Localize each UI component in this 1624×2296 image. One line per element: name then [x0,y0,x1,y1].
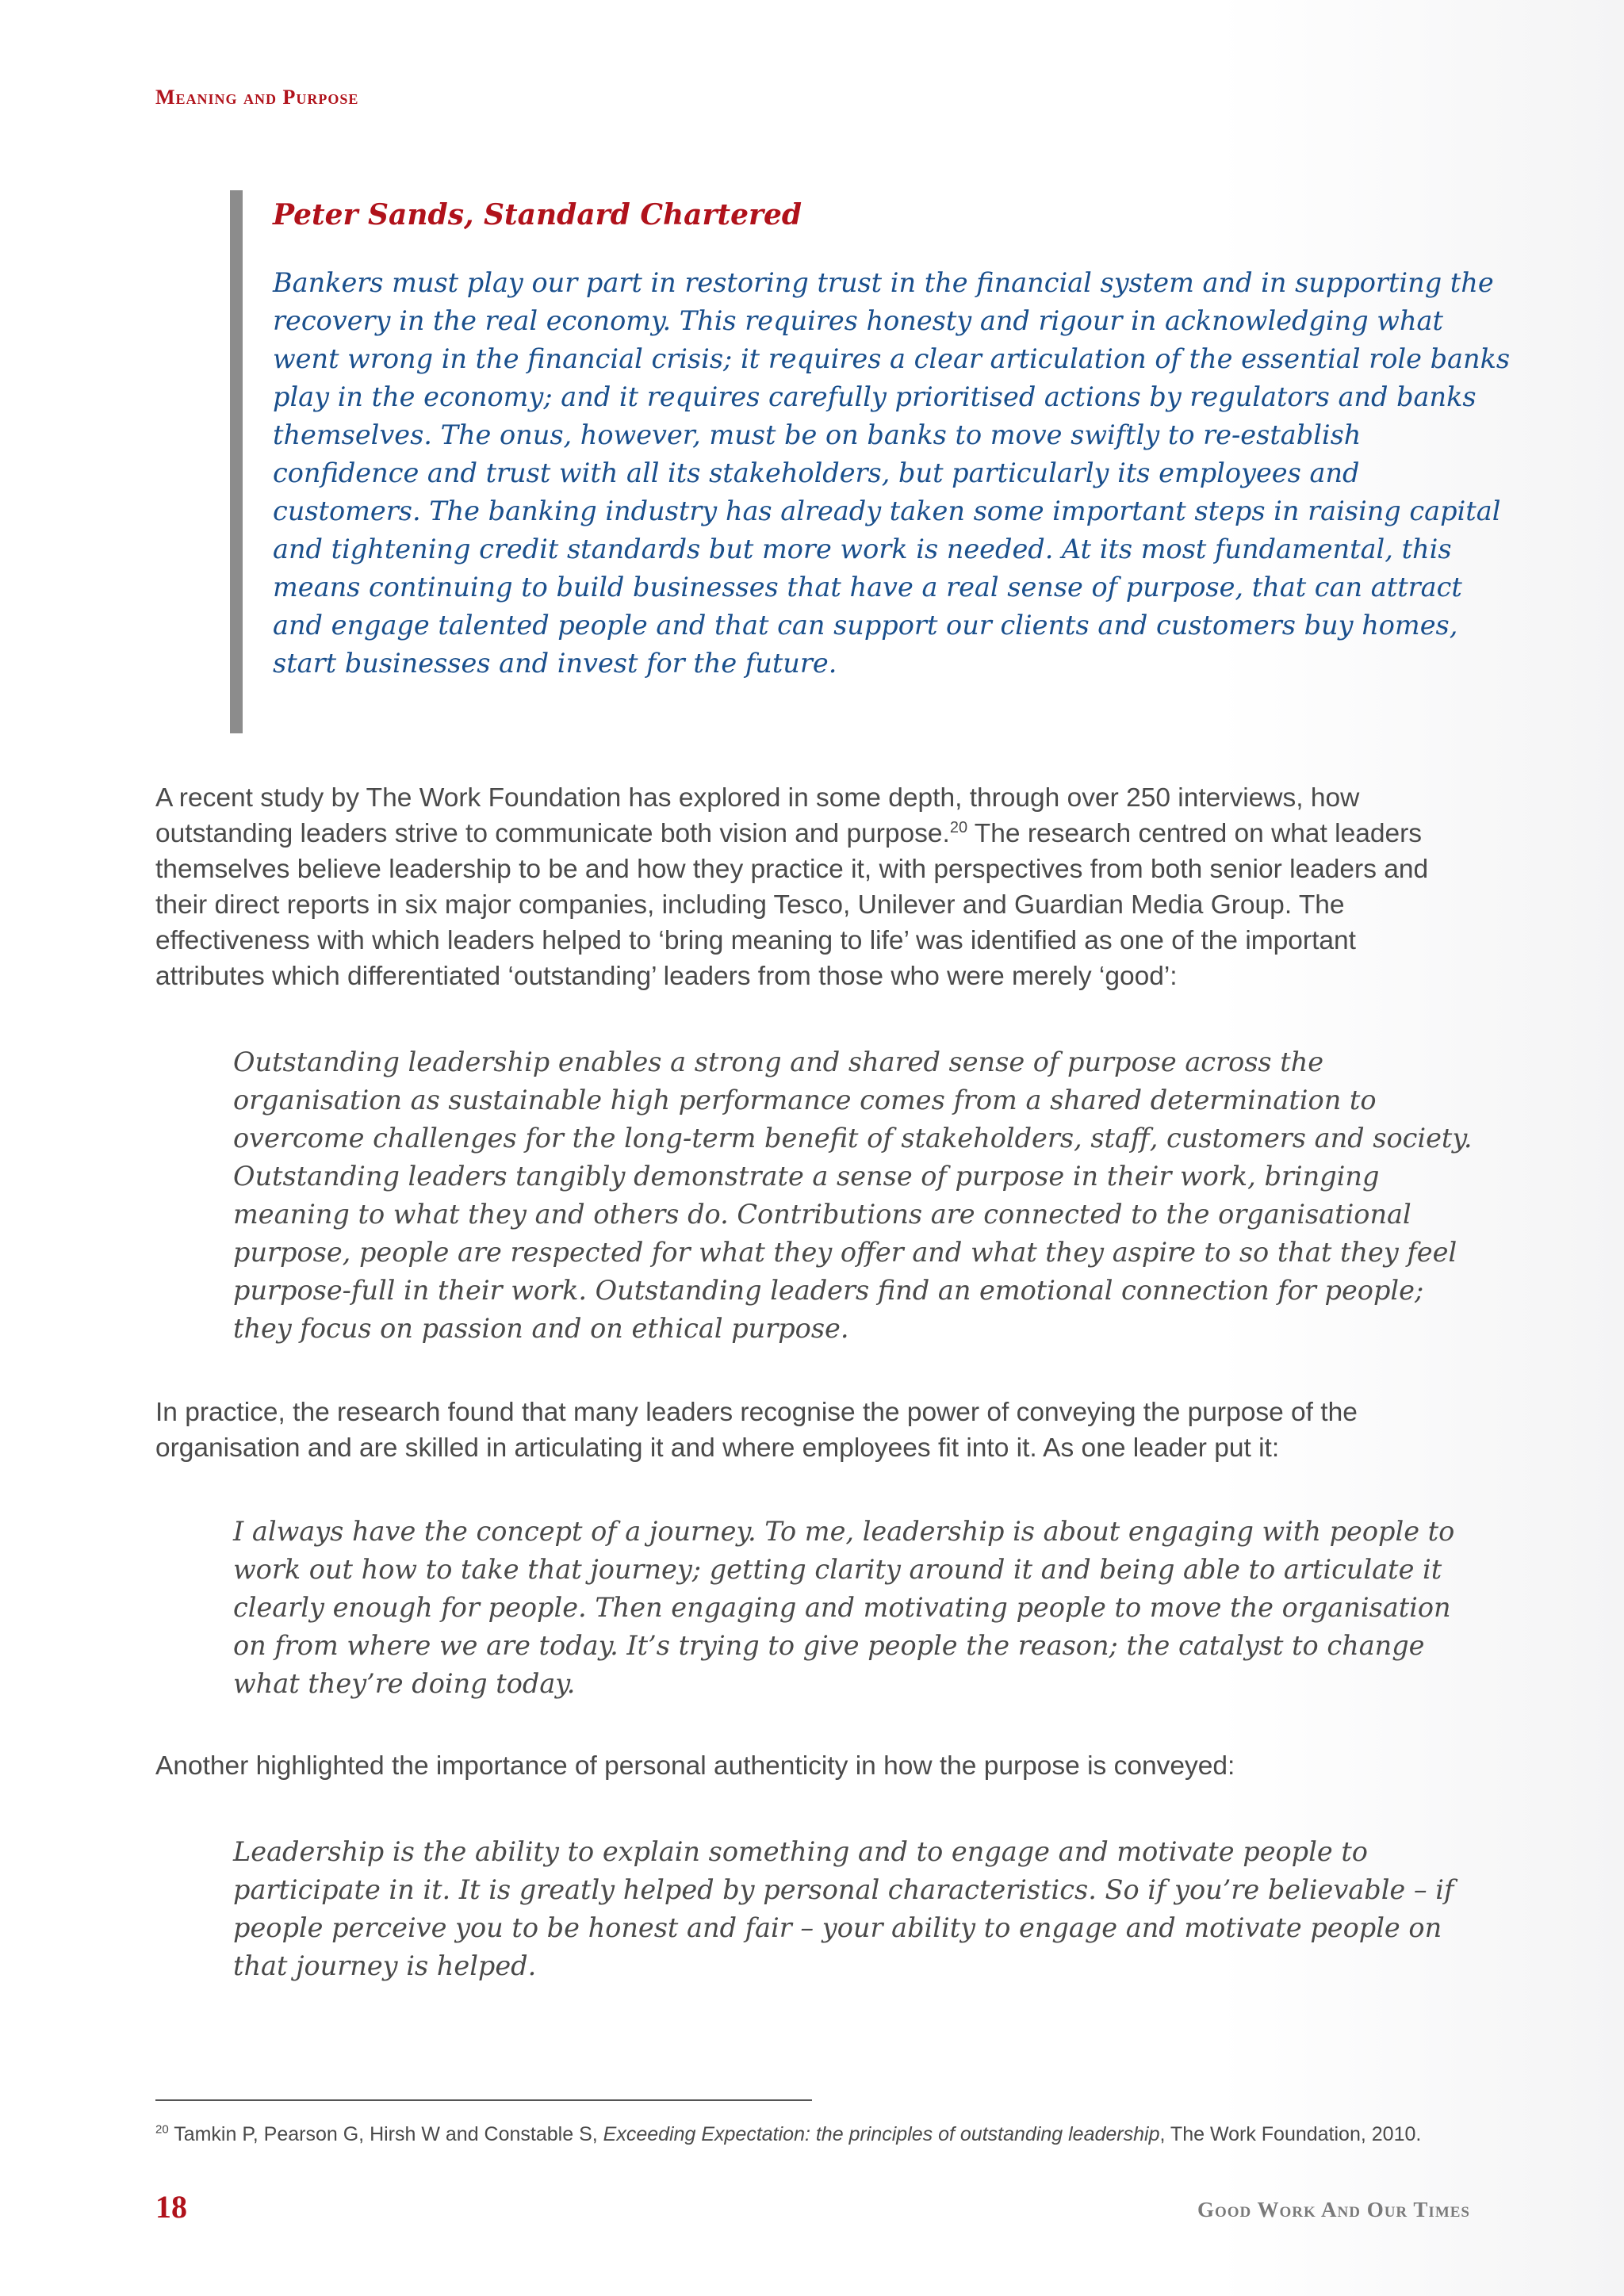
body-paragraph-3: Another highlighted the importance of personal authenticity in how the purpose is conveyed: [155,1751,1235,1781]
sidebar-quote [230,190,1515,733]
block-quote-2: I always have the concept of a journey. To me, leadership is about engaging with people to work out how to take that journey; getting clarity around it and being able to articulate it clearly enough for people. Then engaging and motivating people to move the organisation on from where we are today. It’s trying to give people the reason; the catalyst to change what they’re doing today. [233,1516,1455,1699]
running-header: Meaning and Purpose [155,86,359,109]
paragraph-text: A recent study by The Work Foundation has explored in some depth, through over 250 interviews, how outstanding leaders strive to communicate both vision and purpose. [155,783,1360,848]
footnote-authors: Tamkin P, Pearson G, Hirsh W and Constable S, [174,2123,603,2145]
page-number: 18 [155,2189,187,2225]
running-footer: Good Work And Our Times [1197,2198,1470,2221]
block-quote-3: Leadership is the ability to explain something and to engage and motivate people to participate in it. It is greatly helped by personal characteristics. So if you’re believable – if people perceive you to be honest and fair – your ability to engage and motivate people on that journey is helped. [233,1836,1454,1981]
footnote-title: Exceeding Expectation: the principles of outstanding leadership [603,2123,1160,2145]
block-quote-1: Outstanding leadership enables a strong and shared sense of purpose across the organisation as sustainable high performance comes from a shared determination to overcome challenges for the long-term benefit of stakeholders, staff, customers and society. Outstanding leaders tangibly demonstrate a sense of purpose in their work, bringing meaning to what they and others do. Contributions are connected to the organisational purpose, people are respected for what they offer and what they aspire to so that they feel purpose-full in their work. Outstanding leaders find an emotional connection for people; they focus on passion and on ethical purpose. [233,1047,1473,1344]
quote-speaker: Peter Sands, Standard Chartered [273,198,802,232]
body-paragraph-2: In practice, the research found that many leaders recognise the power of conveying the purpose of the organisation and are skilled in articulating it and where employees fit into it. As one leader put it: [155,1398,1358,1463]
footnote-divider [155,2099,812,2101]
footnote-reference: 20 [949,818,968,836]
sidebar-quote-text: Bankers must play our part in restoring trust in the financial system and in supporting the recovery in the real economy. This requires honesty and rigour in acknowledging what went wrong in the financial crisis; it requires a clear articulation of the essential role banks play in the economy; and it requires carefully prioritised actions by regulators and banks themselves. The onus, however, must be on banks to move swiftly to re-establish confidence and trust with all its stakeholders, but particularly its employees and customers. The banking industry has already taken some important steps in raising capital and tightening credit standards but more work is needed. At its most fundamental, this means continuing to build businesses that have a real sense of purpose, that can attract and engage talented people and that can support our clients and customers buy homes, start businesses and invest for the future. [273,267,1511,679]
footnote-number: 20 [155,2122,169,2137]
footnote-publisher: , The Work Foundation, 2010. [1159,2123,1422,2145]
footnote [155,2122,1494,2147]
body-paragraph-1 [155,780,1472,994]
paragraph-text: The research centred on what leaders themselves believe leadership to be and how they practice it, with perspectives from both senior leaders and their direct reports in six major companies, including Tesco, Unilever and Guardian Media Group. The effectiveness with which leaders helped to ‘bring meaning to life’ was identified as one of the important attributes which differentiated ‘outstanding’ leaders from those who were merely ‘good’: [155,819,1429,991]
